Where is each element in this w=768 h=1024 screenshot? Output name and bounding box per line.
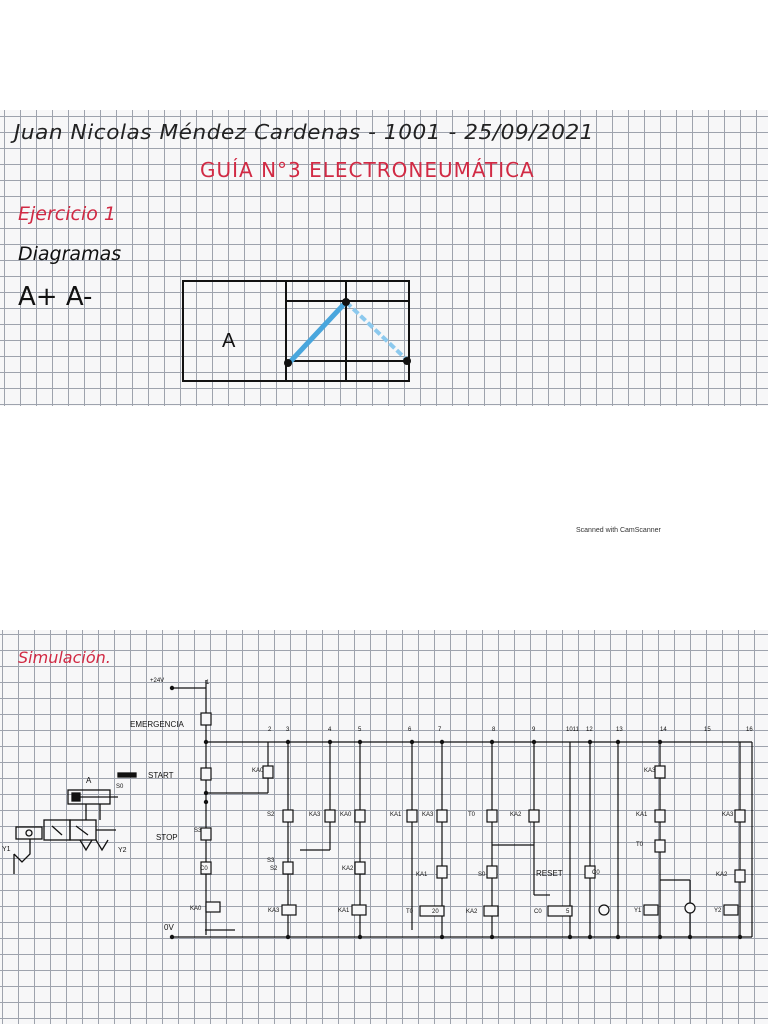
step-point-2	[342, 298, 350, 306]
simulation-title: Simulación.	[18, 648, 111, 667]
contact-label-s3: S3	[194, 828, 202, 834]
ground-label: 0V	[164, 923, 174, 932]
stop-button-label: STOP	[156, 833, 178, 842]
coil-label-t0: T0	[406, 909, 414, 915]
exercise-heading: Ejercicio 1	[18, 203, 116, 225]
coil-label-ka3: KA3	[268, 908, 280, 914]
contact-label-s2: S2	[270, 866, 278, 872]
column-number-3: 3	[286, 727, 290, 733]
notebook-page-1	[0, 110, 768, 406]
column-number-6: 6	[408, 727, 412, 733]
contact-label-s3: S3	[267, 858, 275, 864]
electropneumatic-ladder-diagram	[0, 630, 768, 1024]
contact-label-ka1: KA1	[416, 872, 428, 878]
contact-label-ka2: KA2	[716, 872, 728, 878]
notebook-page-2	[0, 630, 768, 1024]
start-button-label: START	[148, 771, 174, 780]
contact-label-ka3: KA3	[309, 812, 321, 818]
extend-trace	[289, 302, 346, 363]
contact-label-ka3: KA3	[722, 812, 734, 818]
cylinder-label-a: A	[222, 330, 236, 352]
contact-label-ka0: KA0	[252, 768, 264, 774]
retract-trace	[346, 302, 407, 360]
step-point-1	[284, 359, 292, 367]
coil-label-ka1: KA1	[338, 908, 350, 914]
contact-label-ka1: KA1	[636, 812, 648, 818]
coil-label-c0: C0	[534, 909, 542, 915]
column-number-16: 16	[746, 727, 753, 733]
valve-left-label: Y1	[2, 846, 11, 853]
contact-label-ka1: KA1	[390, 812, 402, 818]
coil-label-20: 20	[432, 909, 439, 915]
column-number-4: 4	[328, 727, 332, 733]
column-number-7: 7	[438, 727, 442, 733]
sequence-label: A+ A-	[18, 282, 93, 312]
coil-label-y1: Y1	[634, 908, 642, 914]
column-number-13: 13	[616, 727, 623, 733]
column-number-1: 1	[206, 680, 210, 686]
contact-label-ka3: KA3	[422, 812, 434, 818]
contact-label-ka3: KA3	[644, 768, 656, 774]
contact-label-ka2: KA2	[342, 866, 354, 872]
coil-label-ka2: KA2	[466, 909, 478, 915]
column-number-8: 8	[492, 727, 496, 733]
column-number-9: 9	[532, 727, 536, 733]
valve-right-label: Y2	[118, 847, 127, 854]
reset-button-label: RESET	[536, 869, 563, 878]
coil-label-5: 5	[566, 909, 570, 915]
cylinder-label: A	[86, 776, 92, 785]
contact-label-t0: T0	[468, 812, 476, 818]
author-header: Juan Nicolas Méndez Cardenas - 1001 - 25/09/2021	[14, 120, 595, 144]
column-number-12: 12	[586, 727, 593, 733]
supply-label: +24V	[150, 678, 165, 684]
column-number-2: 2	[268, 727, 272, 733]
displacement-step-diagram	[0, 110, 768, 406]
column-number-15: 15	[704, 727, 711, 733]
scan-watermark: Scanned with CamScanner	[576, 527, 661, 534]
column-number-14: 14	[660, 727, 667, 733]
step-point-3	[403, 357, 411, 365]
contact-label-t0: T0	[636, 842, 644, 848]
contact-label-c0: C0	[200, 866, 208, 872]
contact-label-ka0: KA0	[340, 812, 352, 818]
contact-label-c0: C0	[592, 870, 600, 876]
guide-title: GUÍA N°3 ELECTRONEUMÁTICA	[200, 158, 535, 182]
column-number-1011: 1011	[566, 727, 579, 733]
diagrams-heading: Diagramas	[18, 243, 122, 265]
solenoid-y1	[16, 827, 42, 839]
column-number-5: 5	[358, 727, 362, 733]
contact-label-s2: S2	[267, 812, 275, 818]
sensor-label: S0	[116, 784, 124, 790]
coil-label-ka0: KA0	[190, 906, 202, 912]
coil-label-y2: Y2	[714, 908, 722, 914]
emergency-button-label: EMERGENCIA	[130, 720, 184, 729]
contact-label-s0: S0	[478, 872, 486, 878]
contact-label-ka2: KA2	[510, 812, 522, 818]
